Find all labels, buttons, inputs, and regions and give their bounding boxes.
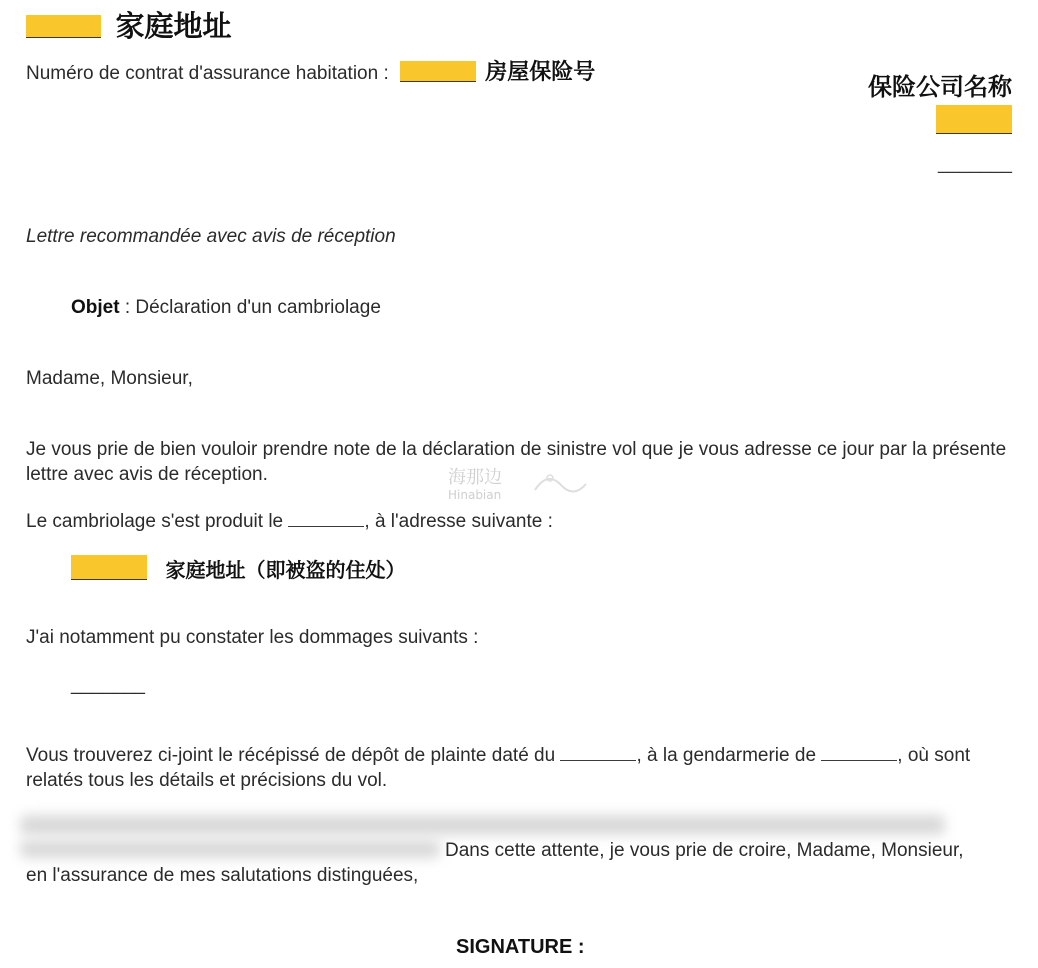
salutation: Madame, Monsieur, (26, 368, 193, 389)
policy-label: 房屋保险号 (485, 60, 596, 85)
watermark-en: Hinabian (448, 488, 502, 502)
damages-line: _______ (71, 674, 145, 695)
insurer-highlight-blank (936, 105, 1012, 134)
declaration-paragraph: Je vous prie de bien vouloir prendre note de la déclaration de sinistre vol que je vous adresse ce jour par la présente lettre avec avis de réception. (26, 439, 1007, 485)
sender-address (26, 8, 231, 44)
complaint-text-b: , à la gendarmerie de (636, 745, 817, 766)
insurer-address-line: _______ (938, 153, 1012, 174)
subject-label: Objet (71, 297, 120, 318)
contract-label: Numéro de contrat d'assurance habitation : (26, 63, 389, 84)
complaint-date-blank (560, 743, 636, 761)
complaint-text-a: Vous trouverez ci-joint le récépissé de dépôt de plainte daté du (26, 745, 556, 766)
burglary-address (71, 555, 405, 584)
watermark-cn: 海那边 (448, 467, 502, 488)
burglary-date-line (26, 509, 553, 534)
damages-intro: J'ai notamment pu constater les dommages suivants : (26, 627, 479, 648)
address-highlight-blank (26, 15, 101, 38)
closing-line-2: en l'assurance de mes salutations distinguées, (26, 865, 419, 886)
contract-highlight-blank (400, 61, 476, 82)
complaint-paragraph (26, 743, 1014, 793)
blurred-text-row-2 (20, 840, 440, 858)
watermark (448, 468, 502, 502)
blurred-text-row-1 (20, 815, 945, 835)
burglary-date-blank (288, 509, 364, 527)
subject-line (71, 296, 381, 320)
insurer-name: 保险公司名称 (868, 73, 1012, 101)
letter-mode: Lettre recommandée avec avis de réception (26, 226, 396, 247)
burglary-address-note: 家庭地址（即被盗的住处） (165, 558, 406, 582)
gendarmerie-blank (821, 743, 897, 761)
contract-number-line (26, 61, 595, 86)
burglary-address-label: , à l'adresse suivante : (364, 511, 553, 532)
burglary-date-label: Le cambriolage s'est produit le (26, 511, 284, 532)
address-label: 家庭地址 (115, 9, 232, 43)
signature-label: SIGNATURE : (456, 936, 585, 958)
closing-line-1: Dans cette attente, je vous prie de croire, Madame, Monsieur, (445, 840, 964, 861)
watermark-logo-icon (530, 466, 590, 502)
complaint-text-c: , où sont relatés tous les détails et précisions du vol. (26, 745, 971, 791)
burglary-address-highlight-blank (71, 555, 147, 580)
subject-text: : Déclaration d'un cambriolage (119, 297, 381, 318)
